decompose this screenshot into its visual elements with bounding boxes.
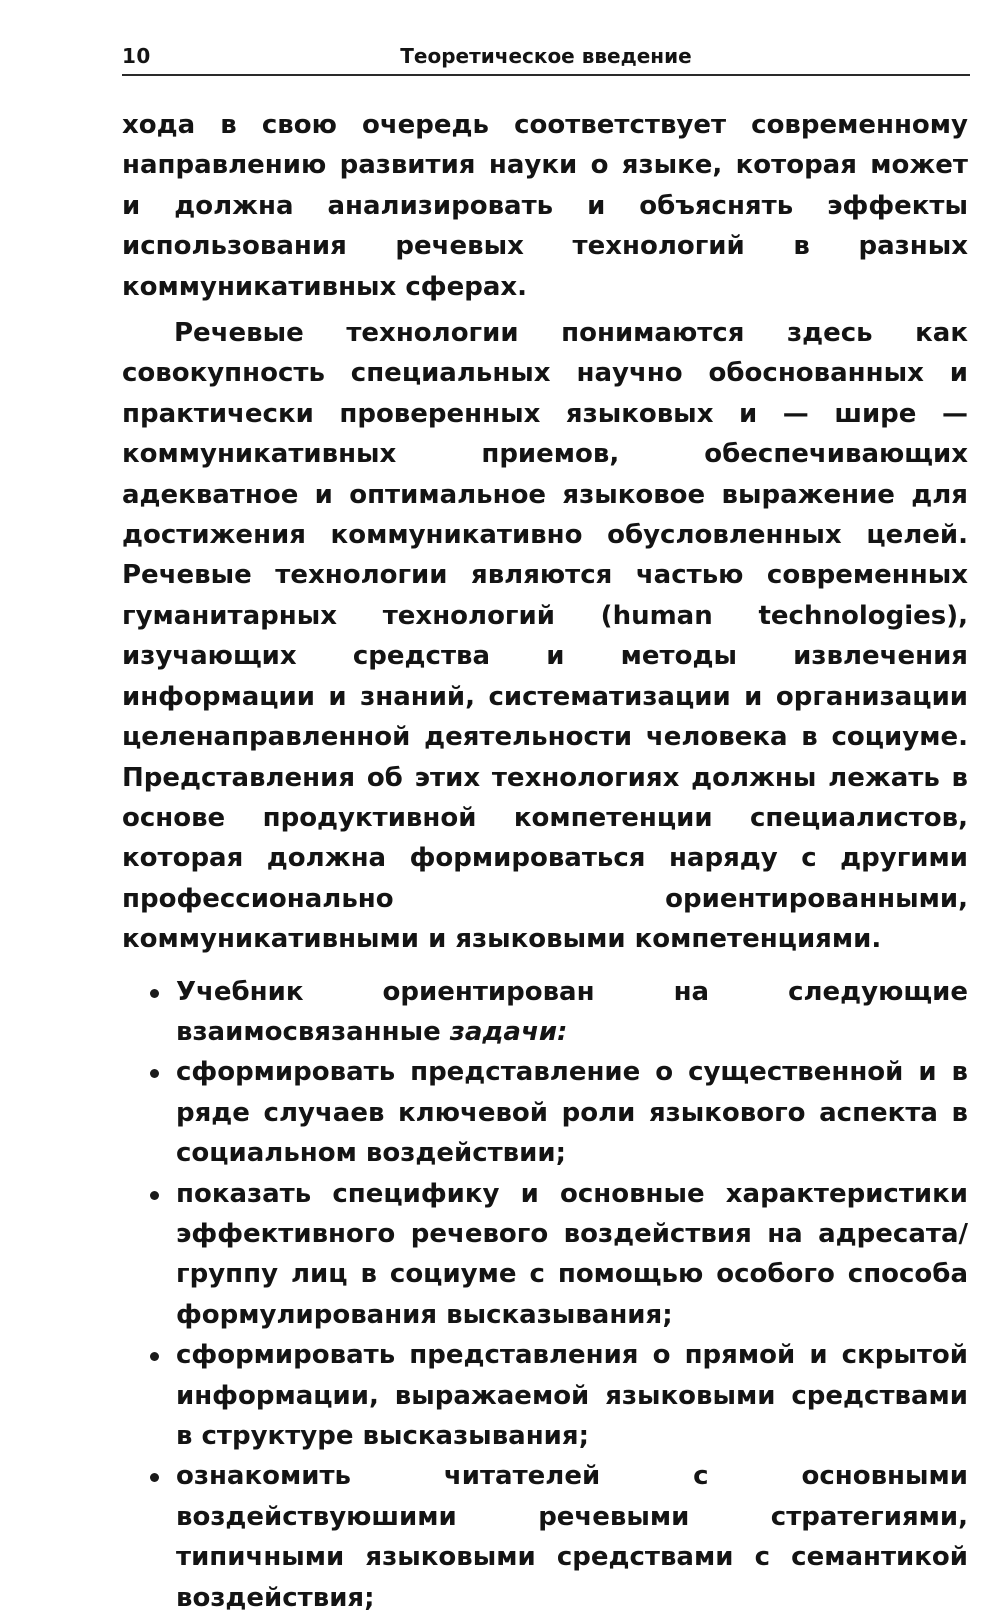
paragraph-speech-technologies: Речевые технологии понимаются здесь как совокупность специальных научно обоснованных и практически проверенных языковых и — шире — коммуникативных приемов, обеспечивающих адекватное и оптимальное языковое выражение для достижения коммуникативно обусловленных целей. Речевые технологии являются частью современных гуманитарных технологий (human technologies), изучающих средства и методы извлечения информации и знаний, систематизации и организации целенаправленной деятельности человека в социуме. Представления об этих технологиях должны лежать в основе продуктивной компетенции специалистов, которая должна формироваться наряду с другими профессионально ориентированными, коммуникативными и языковыми компетенциями.	[122, 318, 968, 955]
list-item	[122, 1052, 968, 1173]
bullet-icon	[150, 1473, 159, 1482]
paragraph-continuation: хода в свою очередь соответствует современному направлению развития науки о языке, которая может и должна анализировать и объяснять эффекты использования речевых технологий в разных коммуникативных сферах.	[122, 110, 968, 302]
tasks-list	[122, 972, 968, 1618]
list-item-text: сформировать представление о существенной и в ряде случаев ключевой роли языкового аспекта в социальном воздействии;	[176, 1057, 968, 1169]
list-item	[122, 1335, 968, 1456]
bullet-icon	[150, 989, 159, 998]
list-item-intro	[122, 972, 968, 1053]
list-item	[122, 1456, 968, 1618]
bullet-icon	[150, 1352, 159, 1361]
list-item	[122, 1174, 968, 1336]
list-item-text: показать специфику и основные характеристики эффективного речевого воздействия на адресата/группу лиц в социуме с помощью особого способа формулирования высказывания;	[176, 1178, 968, 1330]
list-item-text: сформировать представления о прямой и скрытой информации, выражаемой языковыми средствами в структуре высказывания;	[176, 1340, 968, 1451]
bullet-icon	[150, 1069, 159, 1078]
page-header	[122, 44, 970, 76]
list-item-text: ознакомить читателей с основными воздействуюшими речевыми стратегиями, типичными языковыми средствами с семантикой воздействия;	[176, 1461, 968, 1613]
list-intro-italic: задачи:	[449, 1016, 568, 1047]
page-body	[122, 105, 968, 1618]
bullet-icon	[150, 1191, 159, 1200]
running-title: Теоретическое введение	[400, 44, 692, 68]
list-intro-text: Учебник ориентирован на следующие взаимосвязанные	[176, 976, 968, 1047]
page-number: 10	[122, 44, 151, 68]
